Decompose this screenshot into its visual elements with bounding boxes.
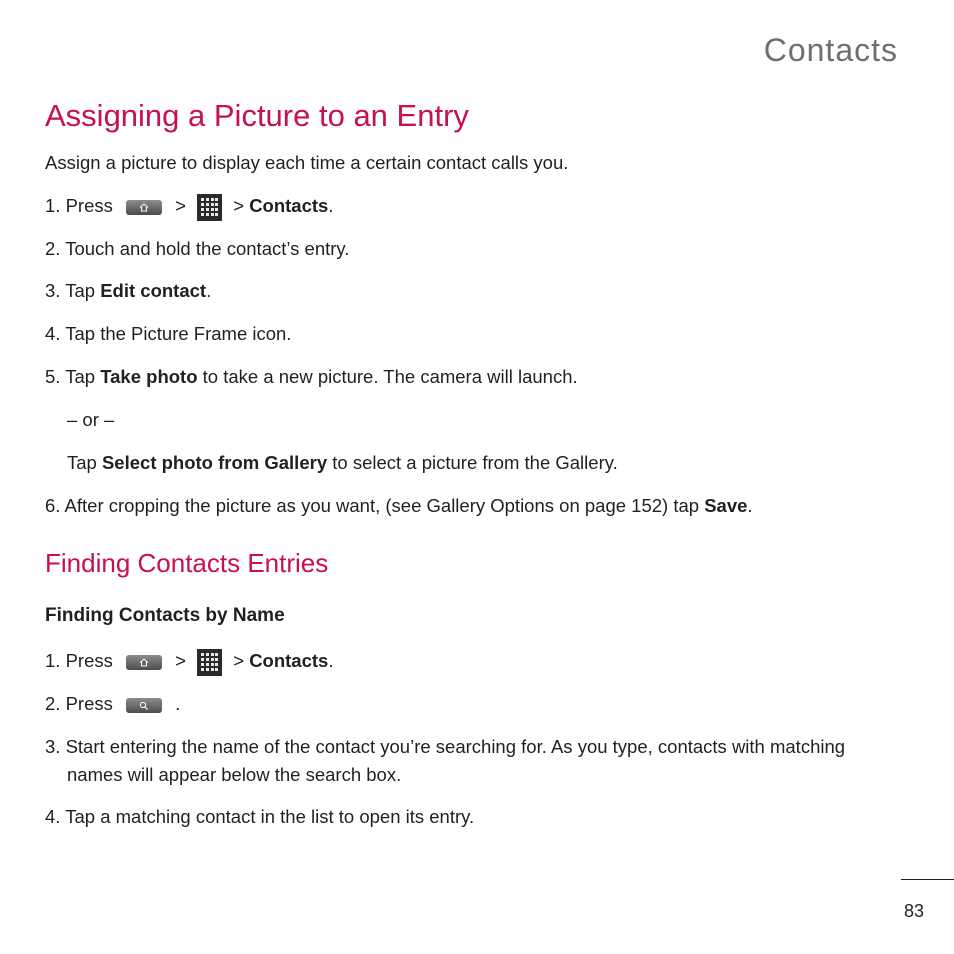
intro-text: Assign a picture to display each time a certain contact calls you. [45, 152, 569, 173]
step-text: 1. Press [45, 195, 113, 216]
step-text: Tap [67, 452, 97, 473]
finding-step-1 [45, 647, 333, 676]
heading-finding-contacts: Finding Contacts Entries [45, 548, 329, 578]
take-photo-label: Take photo [100, 366, 198, 387]
home-key-icon [126, 655, 162, 670]
home-key-icon [126, 200, 162, 215]
applications-icon [197, 649, 222, 676]
finding-step-3 [45, 733, 845, 789]
footer-divider [901, 879, 954, 880]
step-text: to take a new picture. The camera will launch. [202, 366, 578, 387]
assign-step-3 [45, 277, 211, 305]
contacts-label: Contacts [249, 650, 329, 671]
step-text: 2. Press [45, 693, 113, 714]
separator: > [233, 195, 245, 216]
edit-contact-label: Edit contact [100, 280, 207, 301]
assign-step-4: 4. Tap the Picture Frame icon. [45, 323, 292, 344]
page-number: 83 [904, 901, 925, 921]
step-text: 3. Tap [45, 280, 96, 301]
separator: > [175, 650, 186, 671]
separator: > [175, 195, 186, 216]
section-title: Contacts [763, 32, 898, 68]
save-label: Save [704, 495, 748, 516]
step-text: 3. Start entering the name of the contact you’re searching for. As you type, contacts with matching [45, 736, 846, 757]
step-text: 1. Press [45, 650, 113, 671]
finding-step-2 [45, 690, 180, 718]
finding-step-4: 4. Tap a matching contact in the list to open its entry. [45, 806, 475, 827]
assign-step-5 [45, 363, 578, 391]
assign-step-6 [45, 492, 753, 520]
step-text: 6. After cropping the picture as you want, (see Gallery Options on page 152) tap [45, 495, 700, 516]
contacts-label: Contacts [249, 195, 329, 216]
assign-step-5-alt [67, 449, 618, 477]
step-text: to select a picture from the Gallery. [332, 452, 618, 473]
or-separator: – or – [67, 409, 115, 430]
search-key-icon [126, 698, 162, 713]
assign-step-2: 2. Touch and hold the contact’s entry. [45, 238, 350, 259]
applications-icon [197, 194, 222, 221]
step-text: 5. Tap [45, 366, 96, 387]
punctuation: . [175, 693, 181, 714]
select-photo-label: Select photo from Gallery [101, 452, 328, 473]
subheading-finding-by-name: Finding Contacts by Name [45, 605, 285, 626]
separator: > [233, 650, 245, 671]
punctuation: . [328, 195, 334, 216]
assign-step-1 [45, 192, 333, 221]
heading-assigning-picture: Assigning a Picture to an Entry [45, 98, 469, 133]
punctuation: . [328, 650, 334, 671]
punctuation: . [206, 280, 212, 301]
punctuation: . [747, 495, 753, 516]
step-text: names will appear below the search box. [67, 764, 402, 785]
